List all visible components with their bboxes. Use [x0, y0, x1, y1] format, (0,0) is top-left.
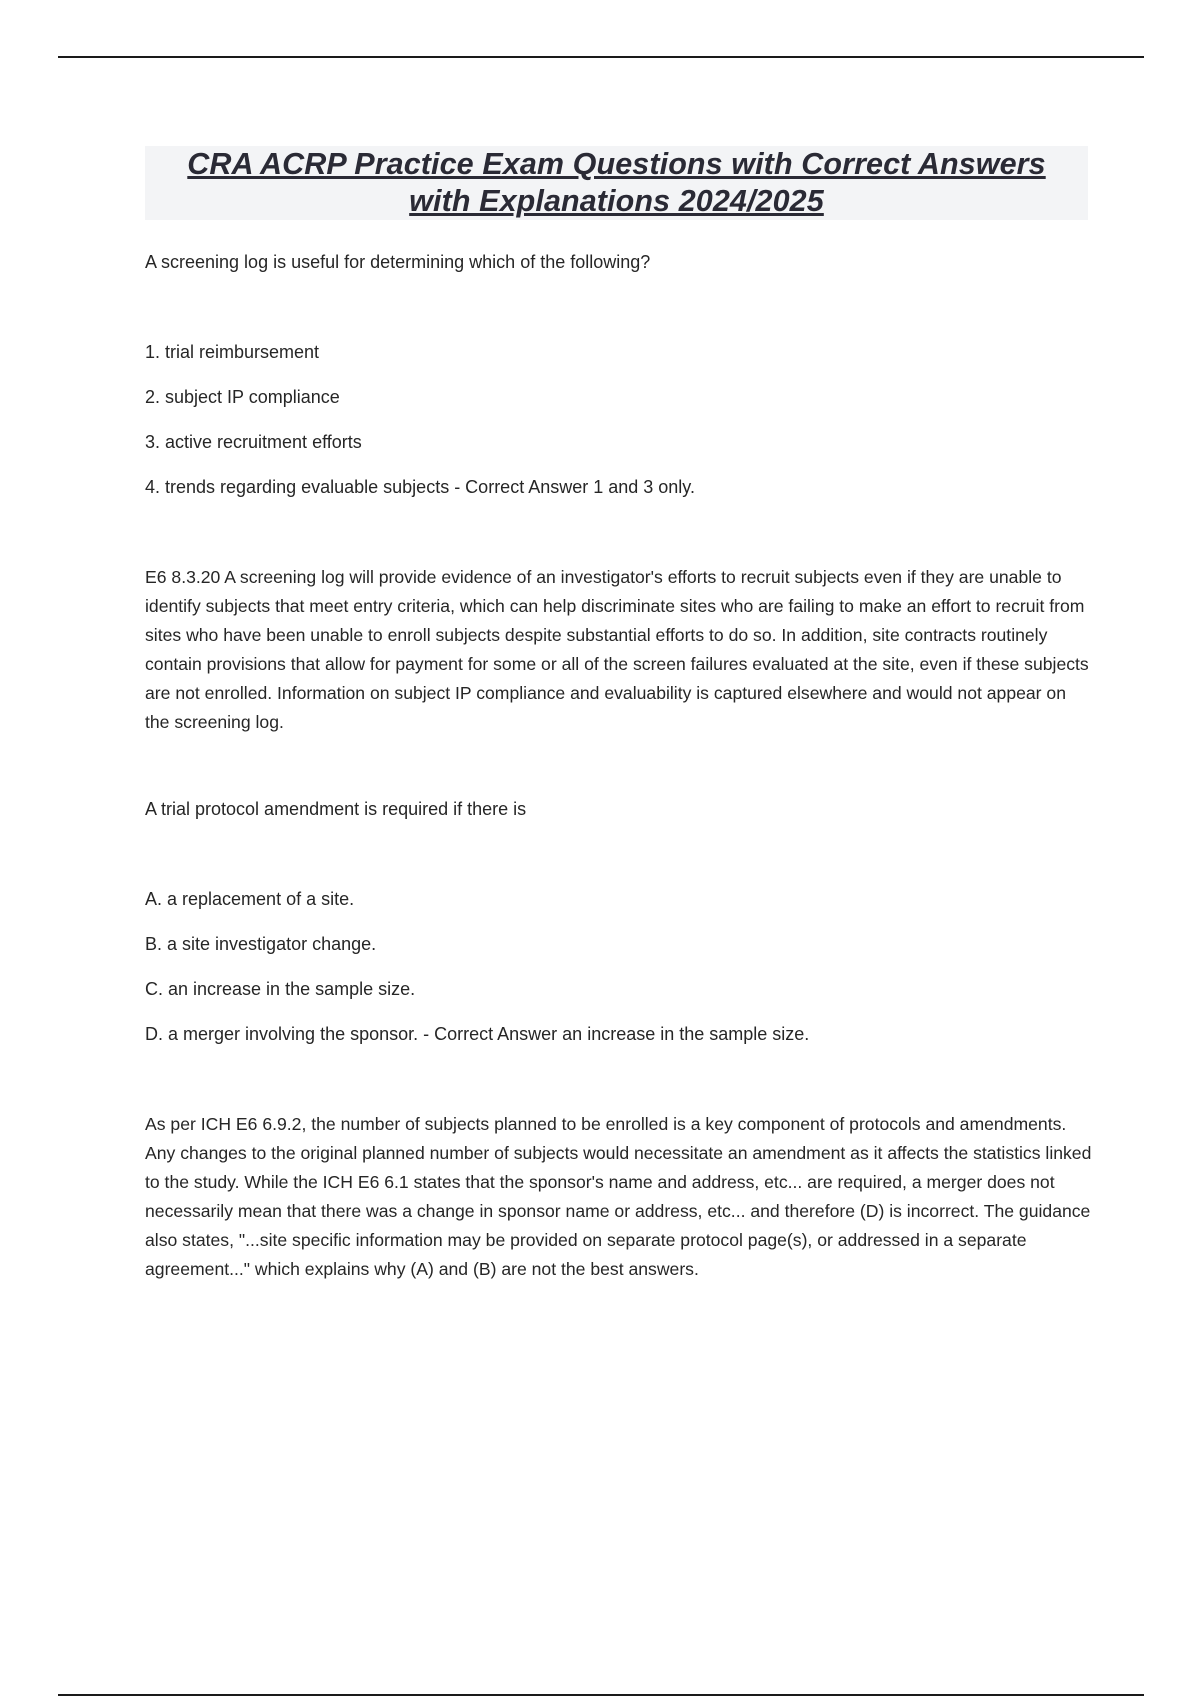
- document-title: [145, 146, 1088, 220]
- answer-option: 3. active recruitment efforts: [145, 432, 362, 452]
- answer-option-with-correct-answer: 4. trends regarding evaluable subjects - Correct Answer 1 and 3 only.: [145, 477, 695, 497]
- footer-rule: [58, 1694, 1144, 1696]
- answer-option: 1. trial reimbursement: [145, 342, 320, 362]
- question-block-1: [145, 248, 1095, 795]
- answer-option: C. an increase in the sample size.: [145, 979, 416, 999]
- question-block-2: [145, 795, 1095, 1284]
- answer-option: A. a replacement of a site.: [145, 889, 355, 909]
- answer-option: 2. subject IP compliance: [145, 387, 340, 407]
- answer-explanation: As per ICH E6 6.9.2, the number of subjects planned to be enrolled is a key component of protocols and amendments. Any changes to the original planned number of subjects would necessitate an amendment as it affects the statistics linked to the study. While the ICH E6 6.1 states that the sponsor's name and address, etc... are required, a merger does not necessarily mean that there was a change in sponsor name or address, etc... and therefore (D) is incorrect. The guidance also states, "...site specific information may be provided on separate protocol page(s), or addressed in a separate agreement..." which explains why (A) and (B) are not the best answers.: [145, 1114, 1092, 1279]
- document-body: [145, 248, 1095, 1284]
- answer-option: B. a site investigator change.: [145, 934, 377, 954]
- question-text: A trial protocol amendment is required if there is: [145, 799, 527, 819]
- title-line-1: CRA ACRP Practice Exam Questions with Correct Answers: [187, 147, 1046, 181]
- question-text: A screening log is useful for determining which of the following?: [145, 252, 651, 272]
- answer-explanation: E6 8.3.20 A screening log will provide evidence of an investigator's efforts to recruit subjects even if they are unable to identify subjects that meet entry criteria, which can help discriminate sites who are failing to make an effort to recruit from sites who have been unable to enroll subjects despite substantial efforts to do so. In addition, site contracts routinely contain provisions that allow for payment for some or all of the screen failures evaluated at the site, even if these subjects are not enrolled. Information on subject IP compliance and evaluability is captured elsewhere and would not appear on the screening log.: [145, 567, 1089, 732]
- answer-option-with-correct-answer: D. a merger involving the sponsor. - Correct Answer an increase in the sample size.: [145, 1024, 810, 1044]
- title-line-2: with Explanations 2024/2025: [409, 184, 824, 218]
- header-rule: [58, 56, 1144, 58]
